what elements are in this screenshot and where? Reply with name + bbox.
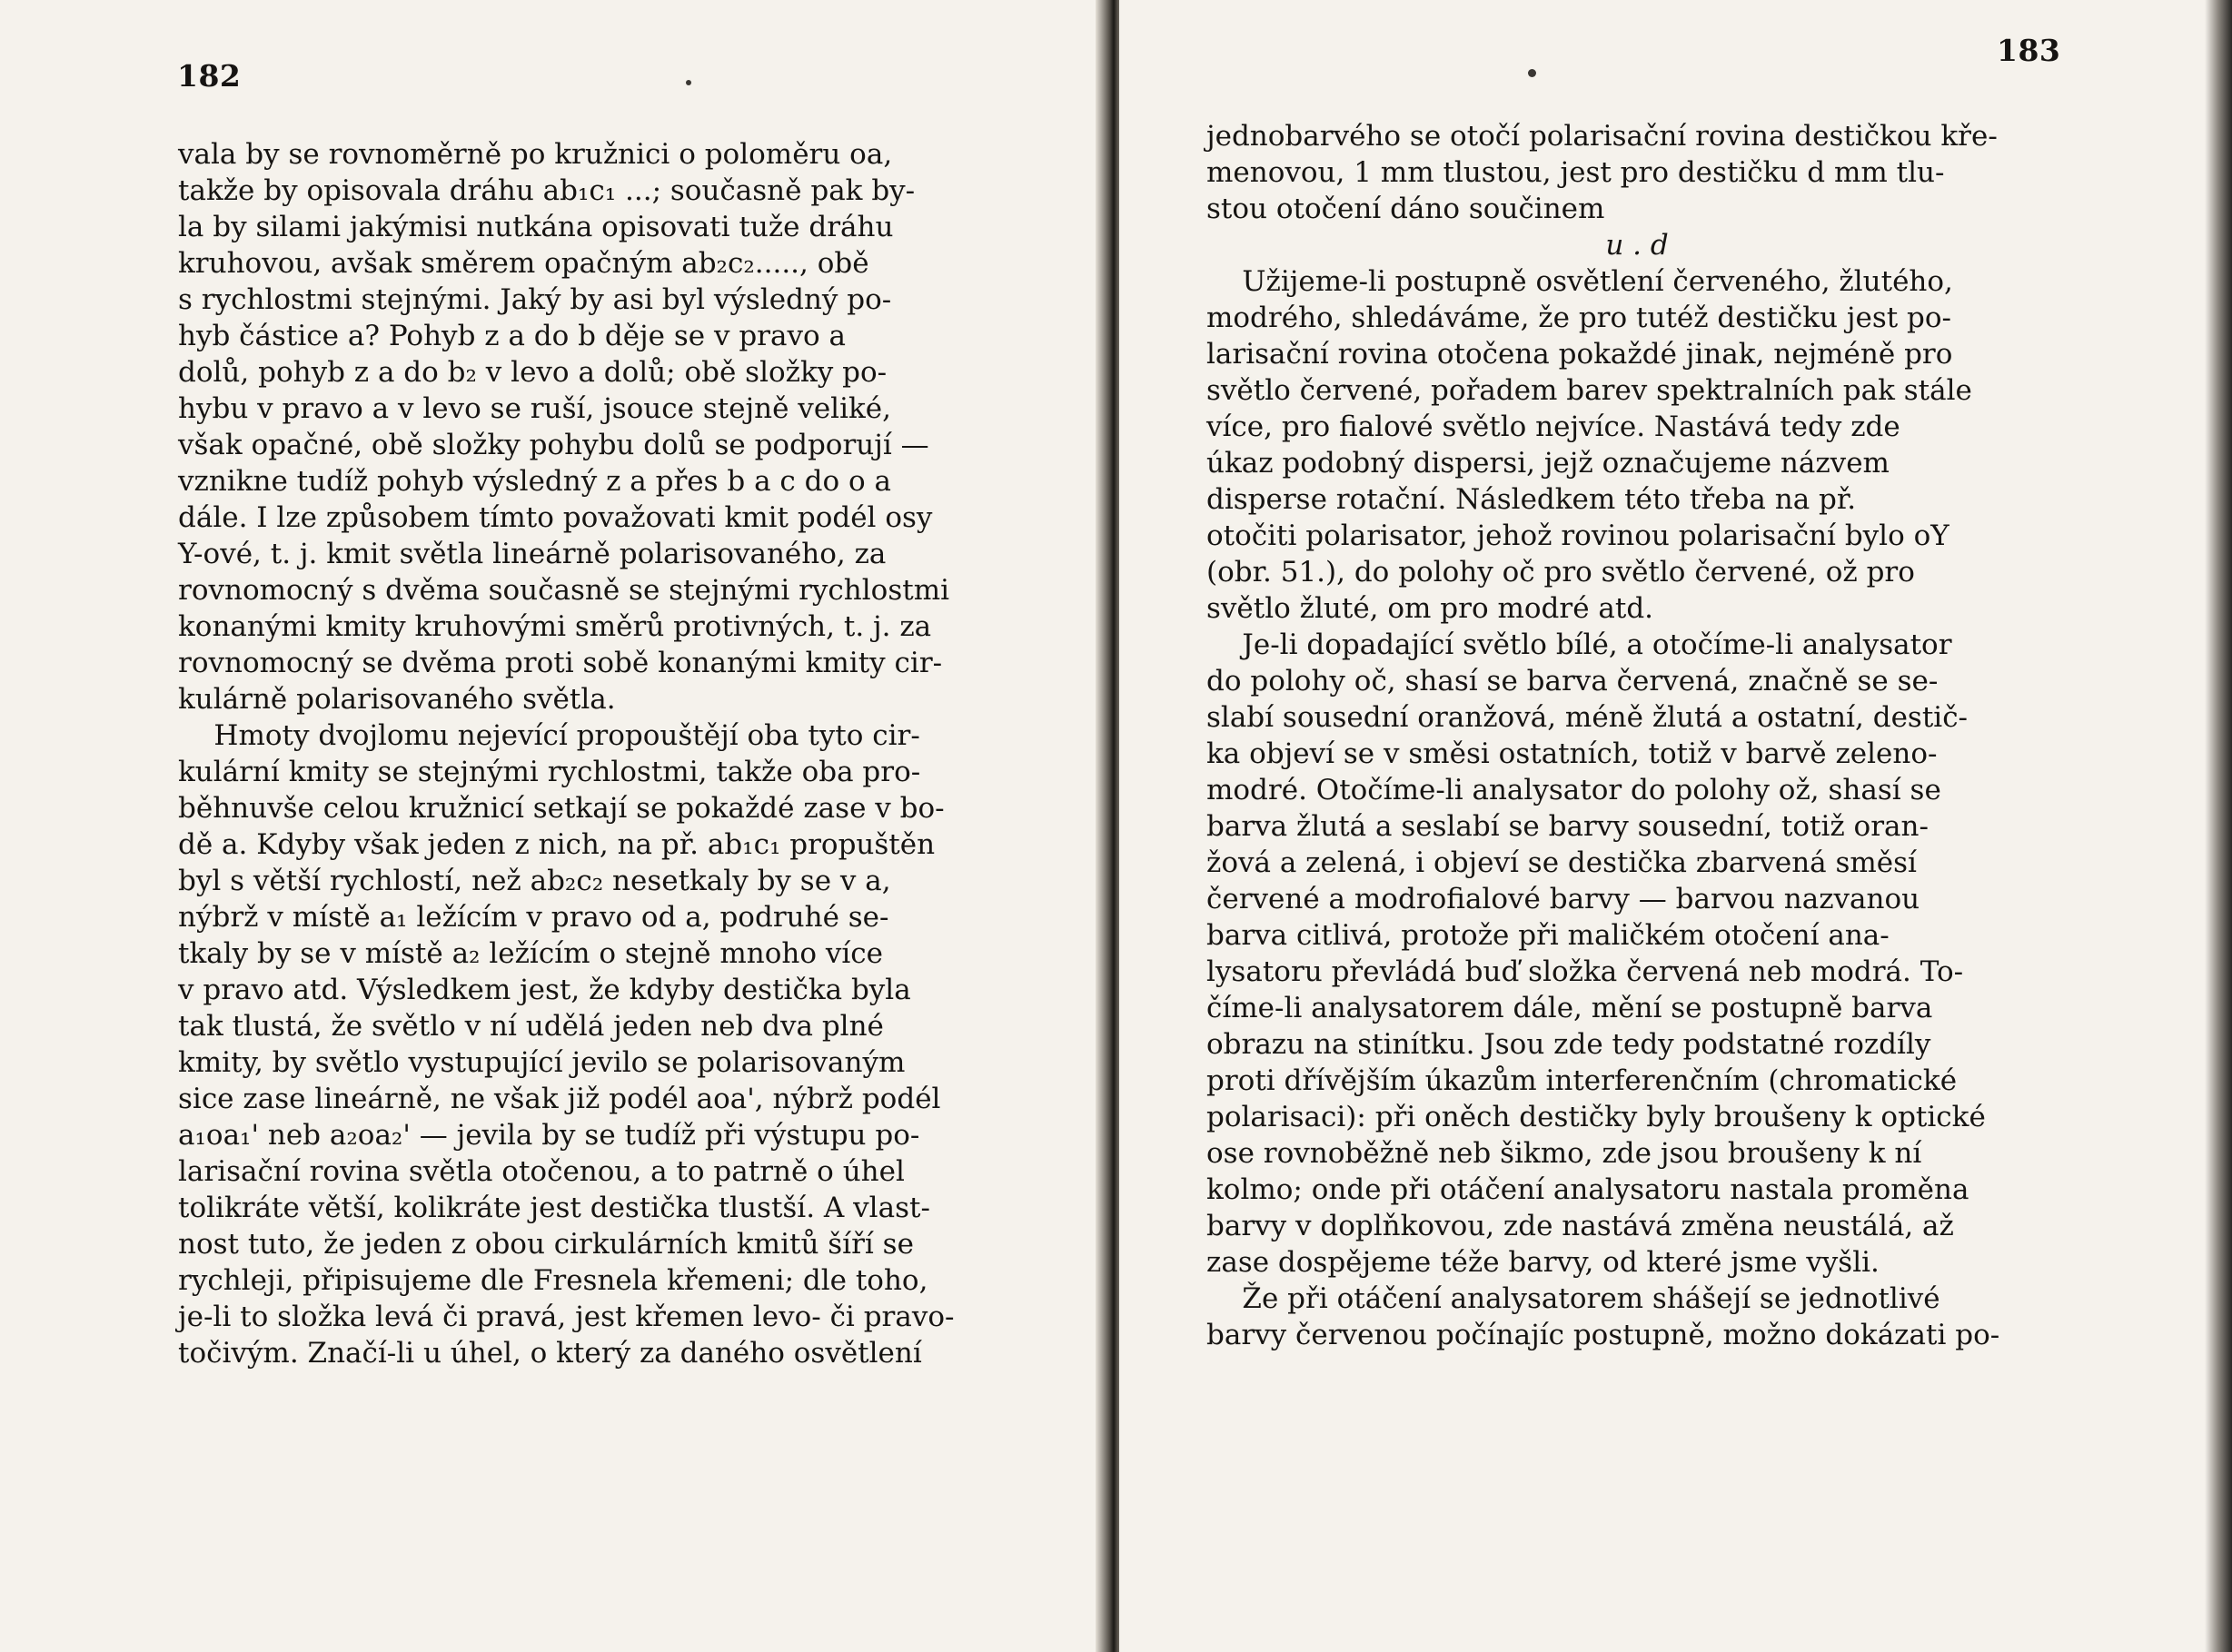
text-line: však opačné, obě složky pohybu dolů se podporují — (178, 429, 929, 461)
text-line: nost tuto, že jeden z obou cirkulárních kmitů šíří se (178, 1228, 914, 1261)
text-line: rychleji, připisujeme dle Fresnela křemeni; dle toho, (178, 1264, 928, 1297)
text-line: červené a modrofialové barvy — barvou nazvanou (1206, 883, 1920, 915)
text-line: v pravo atd. Výsledkem jest, že kdyby destička byla (178, 974, 911, 1006)
text-line: vala by se rovnoměrně po kružnici o poloměru oa, (178, 138, 893, 171)
text-line: tak tlustá, že světlo v ní udělá jeden neb dva plné (178, 1010, 884, 1043)
text-line: běhnuvše celou kružnicí setkají se pokaždé zase v bo- (178, 792, 945, 825)
text-line: takže by opisovala dráhu ab₁c₁ ...; současně pak by- (178, 174, 916, 207)
right-page-text (1206, 118, 2068, 1353)
ink-speck (1528, 69, 1536, 77)
text-line: hybu v pravo a v levo se ruší, jsouce stejně veliké, (178, 392, 891, 425)
text-line: la by silami jakýmisi nutkána opisovati tuže dráhu (178, 211, 894, 243)
text-line: sice zase lineárně, ne však již podél aoa', nýbrž podél (178, 1083, 941, 1115)
book-right-edge (2205, 0, 2232, 1652)
text-line: menovou, 1 mm tlustou, jest pro destičku d mm tlu- (1206, 156, 1945, 189)
text-line: kruhovou, avšak směrem opačným ab₂c₂....., obě (178, 247, 869, 280)
text-line: barvy červenou počínajíc postupně, možno dokázati po- (1206, 1319, 2000, 1351)
text-line: s rychlostmi stejnými. Jaký by asi byl výsledný po- (178, 283, 892, 316)
text-line: barva žlutá a seslabí se barvy sousední, totiž oran- (1206, 810, 1929, 843)
text-line: Že při otáčení analysatorem shášejí se jednotlivé (1206, 1282, 1940, 1315)
text-line: modré. Otočíme-li analysator do polohy ož, shasí se (1206, 774, 1941, 806)
text-line: kolmo; onde při otáčení analysatoru nastala proměna (1206, 1173, 1969, 1206)
text-line: dále. I lze způsobem tímto považovati kmit podél osy (178, 501, 933, 534)
text-line: dolů, pohyb z a do b₂ v levo a dolů; obě složky po- (178, 356, 888, 389)
text-line: modrého, shledáváme, že pro tutéž destičku jest po- (1206, 302, 1952, 334)
text-line: světlo žluté, om pro modré atd. (1206, 592, 1654, 625)
text-line: ose rovnoběžně neb šikmo, zde jsou broušeny k ní (1206, 1137, 1922, 1170)
text-line: žová a zelená, i objeví se destička zbarvená směsí (1206, 846, 1917, 879)
text-line: nýbrž v místě a₁ ležícím v pravo od a, podruhé se- (178, 901, 889, 934)
text-line: zase dospějeme téže barvy, od které jsme vyšli. (1206, 1246, 1880, 1279)
text-line: tolikráte větší, kolikráte jest destička tlustší. A vlast- (178, 1192, 930, 1224)
text-line: (obr. 51.), do polohy oč pro světlo červené, ož pro (1206, 556, 1915, 589)
text-line: barvy v doplňkovou, zde nastává změna neustálá, až (1206, 1210, 1954, 1242)
left-page-text (178, 136, 1037, 1371)
text-line: lysatoru převládá buď složka červená neb modrá. To- (1206, 955, 1964, 988)
text-line: dě a. Kdyby však jeden z nich, na př. ab₁c₁ propuštěn (178, 828, 936, 861)
right-page (1119, 0, 2232, 1652)
text-line: larisační rovina světla otočenou, a to patrně o úhel (178, 1155, 905, 1188)
text-line: hyb částice a? Pohyb z a do b děje se v pravo a (178, 320, 846, 352)
text-line: disperse rotační. Následkem této třeba na př. (1206, 483, 1857, 516)
text-line: Hmoty dvojlomu nejevící propouštějí oba tyto cir- (178, 719, 920, 752)
text-line: kmity, by světlo vystupující jevilo se polarisovaným (178, 1046, 906, 1079)
text-line: je-li to složka levá či pravá, jest křemen levo- či pravo- (178, 1301, 955, 1333)
text-line: rovnomocný s dvěma současně se stejnými rychlostmi (178, 574, 950, 607)
text-line: byl s větší rychlostí, než ab₂c₂ nesetkaly by se v a, (178, 865, 891, 897)
text-line: polarisaci): při oněch destičky byly broušeny k optické (1206, 1101, 1986, 1133)
text-line: úkaz podobný dispersi, jejž označujeme názvem (1206, 447, 1890, 480)
text-line: vznikne tudíž pohyb výsledný z a přes b a c do o a (178, 465, 892, 498)
text-line: točivým. Značí-li u úhel, o který za daného osvětlení (178, 1337, 922, 1370)
text-line: kulárně polarisovaného světla. (178, 683, 616, 716)
text-line: otočiti polarisator, jehož rovinou polarisační bylo oY (1206, 519, 1949, 552)
text-line: jednobarvého se otočí polarisační rovina destičkou kře- (1206, 120, 1998, 153)
text-line: rovnomocný se dvěma proti sobě konanými kmity cir- (178, 647, 943, 679)
ink-speck (686, 80, 691, 85)
left-page-number: 182 (177, 58, 242, 94)
text-line: obrazu na stinítku. Jsou zde tedy podstatné rozdíly (1206, 1028, 1931, 1061)
text-line: více, pro fialové světlo nejvíce. Nastává tedy zde (1206, 411, 1900, 443)
formula-line: u . d (1605, 229, 1669, 262)
right-page-number: 183 (1997, 33, 2061, 68)
text-line: tkaly by se v místě a₂ ležícím o stejně mnoho více (178, 937, 884, 970)
text-line: ka objeví se v směsi ostatních, totiž v barvě zeleno- (1206, 737, 1938, 770)
text-line: stou otočení dáno součinem (1206, 193, 1605, 225)
text-line: Je-li dopadající světlo bílé, a otočíme-li analysator (1206, 628, 1952, 661)
text-line: světlo červené, pořadem barev spektralních pak stále (1206, 374, 1972, 407)
text-line: kulární kmity se stejnými rychlostmi, takže oba pro- (178, 756, 921, 788)
text-line: barva citlivá, protože při maličkém otočení ana- (1206, 919, 1890, 952)
text-line: slabí sousední oranžová, méně žlutá a ostatní, destič- (1206, 701, 1969, 734)
text-line: proti dřívějším úkazům interferenčním (chromatické (1206, 1064, 1958, 1097)
text-line: do polohy oč, shasí se barva červená, značně se se- (1206, 665, 1939, 697)
text-line: Užijeme-li postupně osvětlení červeného, žlutého, (1206, 265, 1953, 298)
text-line: a₁oa₁' neb a₂oa₂' — jevila by se tudíž při výstupu po- (178, 1119, 920, 1152)
text-line: larisační rovina otočena pokaždé jinak, nejméně pro (1206, 338, 1953, 371)
left-page (0, 0, 1110, 1652)
text-line: konanými kmity kruhovými směrů protivných, t. j. za (178, 610, 932, 643)
text-line: Y-ové, t. j. kmit světla lineárně polarisovaného, za (178, 538, 887, 570)
text-line: číme-li analysatorem dále, mění se postupně barva (1206, 992, 1933, 1024)
